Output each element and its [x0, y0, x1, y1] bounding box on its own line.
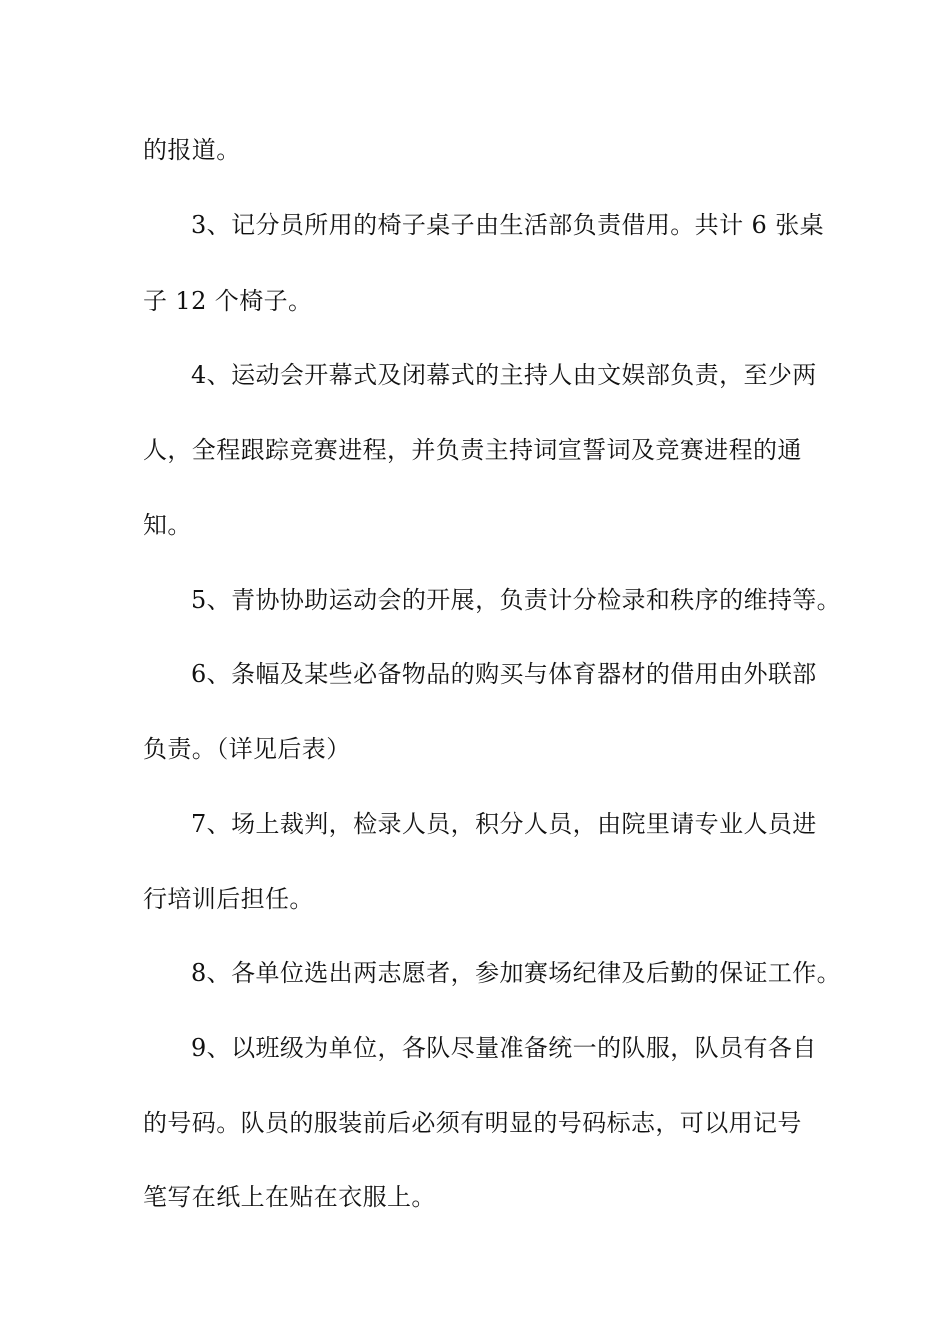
item-3-line-1: 3、记分员所用的椅子桌子由生活部负责借用。共计 6 张桌 [191, 211, 824, 239]
item-4-line-1: 4、运动会开幕式及闭幕式的主持人由文娱部负责，至少两 [191, 361, 817, 389]
item-9-line-1: 9、以班级为单位，各队尽量准备统一的队服，队员有各自 [191, 1034, 817, 1062]
item-6-line-1: 6、条幅及某些必备物品的购买与体育器材的借用由外联部 [191, 660, 817, 688]
text-line: 的报道。 [143, 136, 241, 164]
item-8-line-1: 8、各单位选出两志愿者，参加赛场纪律及后勤的保证工作。 [191, 959, 842, 987]
item-9-line-3: 笔写在纸上在贴在衣服上。 [143, 1183, 436, 1211]
item-4-line-2: 人，全程跟踪竞赛进程，并负责主持词宣誓词及竞赛进程的通 [143, 436, 802, 464]
item-9-line-2: 的号码。队员的服装前后必须有明显的号码标志，可以用记号 [143, 1109, 802, 1137]
item-3-line-2: 子 12 个椅子。 [143, 287, 313, 315]
item-7-line-1: 7、场上裁判，检录人员，积分人员，由院里请专业人员进 [191, 810, 817, 838]
item-6-line-2: 负责。（详见后表） [143, 735, 351, 763]
item-5-line-1: 5、青协协助运动会的开展，负责计分检录和秩序的维持等。 [191, 586, 842, 614]
item-4-line-3: 知。 [143, 511, 192, 539]
item-7-line-2: 行培训后担任。 [143, 885, 314, 913]
